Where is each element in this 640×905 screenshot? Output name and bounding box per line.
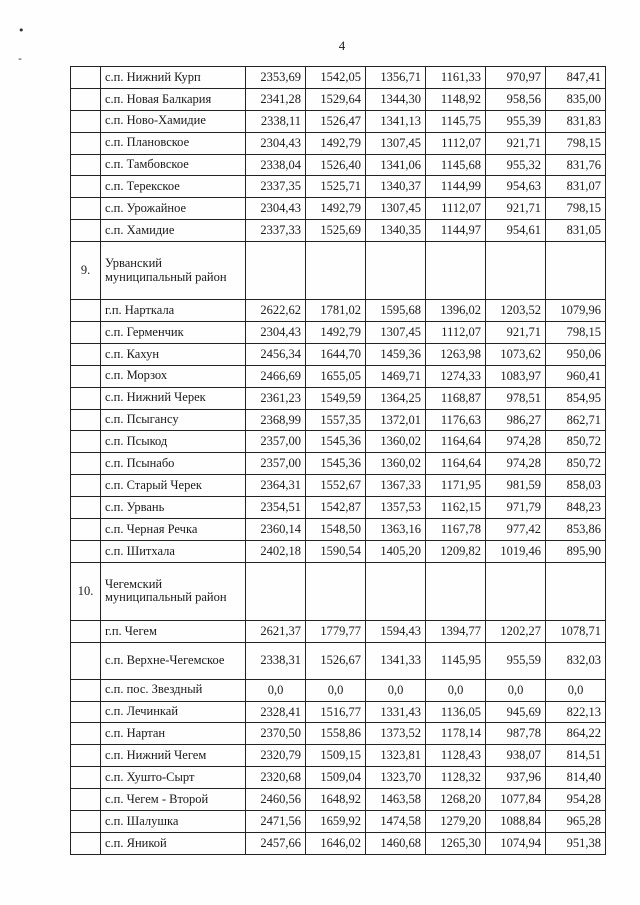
value-cell: 1474,58: [366, 811, 426, 833]
table-row: [71, 387, 606, 409]
value-cell: 847,41: [546, 67, 606, 89]
value-cell: 798,15: [546, 322, 606, 344]
value-cell: 0,0: [486, 679, 546, 701]
value-cell: 1542,87: [306, 497, 366, 519]
value-cell: 1648,92: [306, 789, 366, 811]
settlement-name: с.п. Кахун: [101, 343, 246, 365]
value-cell: 1144,99: [426, 176, 486, 198]
value-cell: 853,86: [546, 519, 606, 541]
value-cell: 955,59: [486, 642, 546, 679]
value-cell: 1171,95: [426, 475, 486, 497]
value-cell: 1549,59: [306, 387, 366, 409]
district-name: Чегемский муниципальный район: [101, 562, 246, 620]
row-number: [71, 132, 101, 154]
row-number: [71, 343, 101, 365]
district-row: [71, 562, 606, 620]
settlement-name: с.п. Герменчик: [101, 322, 246, 344]
value-cell: 2353,69: [246, 67, 306, 89]
value-cell: [366, 562, 426, 620]
value-cell: 951,38: [546, 832, 606, 854]
value-cell: 2622,62: [246, 300, 306, 322]
settlement-name: с.п. Хушто-Сырт: [101, 767, 246, 789]
value-cell: 1074,94: [486, 832, 546, 854]
row-number: [71, 679, 101, 701]
value-cell: [546, 562, 606, 620]
settlement-name: с.п. Черная Речка: [101, 519, 246, 541]
settlement-name: г.п. Нарткала: [101, 300, 246, 322]
value-cell: 1164,64: [426, 453, 486, 475]
row-number: [71, 110, 101, 132]
value-cell: 958,56: [486, 88, 546, 110]
value-cell: 955,32: [486, 154, 546, 176]
value-cell: 1083,97: [486, 365, 546, 387]
table-row: [71, 701, 606, 723]
value-cell: 1331,43: [366, 701, 426, 723]
value-cell: 854,95: [546, 387, 606, 409]
settlement-name: с.п. Шитхала: [101, 540, 246, 562]
value-cell: 1077,84: [486, 789, 546, 811]
row-number: [71, 431, 101, 453]
row-number: [71, 387, 101, 409]
value-cell: 2338,04: [246, 154, 306, 176]
table-row: [71, 431, 606, 453]
value-cell: 955,39: [486, 110, 546, 132]
value-cell: 1148,92: [426, 88, 486, 110]
row-number: [71, 365, 101, 387]
value-cell: 1364,25: [366, 387, 426, 409]
table-row: [71, 198, 606, 220]
settlement-name: с.п. Псыгансу: [101, 409, 246, 431]
table-row: [71, 723, 606, 745]
value-cell: 0,0: [366, 679, 426, 701]
settlement-name: с.п. Новая Балкария: [101, 88, 246, 110]
settlement-name: с.п. Верхне-Чегемское: [101, 642, 246, 679]
row-number: [71, 519, 101, 541]
value-cell: 1405,20: [366, 540, 426, 562]
row-number: [71, 789, 101, 811]
table-row: [71, 540, 606, 562]
value-cell: 814,40: [546, 767, 606, 789]
value-cell: 1088,84: [486, 811, 546, 833]
value-cell: 1112,07: [426, 322, 486, 344]
value-cell: 1545,36: [306, 453, 366, 475]
value-cell: 974,28: [486, 453, 546, 475]
value-cell: 1557,35: [306, 409, 366, 431]
value-cell: 1340,35: [366, 220, 426, 242]
value-cell: 1367,33: [366, 475, 426, 497]
value-cell: [246, 242, 306, 300]
value-cell: 1552,67: [306, 475, 366, 497]
settlement-name: с.п. Чегем - Второй: [101, 789, 246, 811]
value-cell: 1112,07: [426, 198, 486, 220]
value-cell: 1525,69: [306, 220, 366, 242]
value-cell: 1178,14: [426, 723, 486, 745]
settlement-name: с.п. Псынабо: [101, 453, 246, 475]
value-cell: [426, 562, 486, 620]
value-cell: 1463,58: [366, 789, 426, 811]
value-cell: 2320,68: [246, 767, 306, 789]
value-cell: 954,28: [546, 789, 606, 811]
table-row: [71, 453, 606, 475]
value-cell: 2364,31: [246, 475, 306, 497]
table-row: [71, 789, 606, 811]
settlement-name: с.п. Шалушка: [101, 811, 246, 833]
value-cell: 1558,86: [306, 723, 366, 745]
value-cell: 2357,00: [246, 453, 306, 475]
value-cell: 831,83: [546, 110, 606, 132]
value-cell: 1516,77: [306, 701, 366, 723]
value-cell: 850,72: [546, 453, 606, 475]
value-cell: 2370,50: [246, 723, 306, 745]
value-cell: 921,71: [486, 132, 546, 154]
value-cell: 954,63: [486, 176, 546, 198]
value-cell: 945,69: [486, 701, 546, 723]
value-cell: 1323,81: [366, 745, 426, 767]
value-cell: 1168,87: [426, 387, 486, 409]
row-number: [71, 198, 101, 220]
value-cell: [306, 562, 366, 620]
value-cell: 2304,43: [246, 132, 306, 154]
value-cell: 1492,79: [306, 322, 366, 344]
value-cell: 1203,52: [486, 300, 546, 322]
value-cell: 1357,53: [366, 497, 426, 519]
value-cell: 1144,97: [426, 220, 486, 242]
settlement-name: с.п. Нижний Чегем: [101, 745, 246, 767]
value-cell: 2341,28: [246, 88, 306, 110]
value-cell: 1659,92: [306, 811, 366, 833]
value-cell: 1644,70: [306, 343, 366, 365]
value-cell: 1268,20: [426, 789, 486, 811]
value-cell: 1344,30: [366, 88, 426, 110]
value-cell: 1202,27: [486, 620, 546, 642]
value-cell: 1779,77: [306, 620, 366, 642]
table-row: [71, 365, 606, 387]
value-cell: 1781,02: [306, 300, 366, 322]
value-cell: 2338,31: [246, 642, 306, 679]
value-cell: 1341,06: [366, 154, 426, 176]
value-cell: 1360,02: [366, 453, 426, 475]
value-cell: 1176,63: [426, 409, 486, 431]
table-row: [71, 832, 606, 854]
value-cell: 1509,04: [306, 767, 366, 789]
value-cell: 1655,05: [306, 365, 366, 387]
value-cell: [366, 242, 426, 300]
value-cell: 1469,71: [366, 365, 426, 387]
value-cell: 1279,20: [426, 811, 486, 833]
value-cell: 864,22: [546, 723, 606, 745]
value-cell: 835,00: [546, 88, 606, 110]
value-cell: 1136,05: [426, 701, 486, 723]
table-row: [71, 300, 606, 322]
value-cell: 1323,70: [366, 767, 426, 789]
value-cell: 921,71: [486, 198, 546, 220]
value-cell: 2320,79: [246, 745, 306, 767]
tariff-table: [70, 66, 606, 855]
value-cell: 1307,45: [366, 132, 426, 154]
table-row: [71, 88, 606, 110]
value-cell: [546, 242, 606, 300]
table-row: [71, 409, 606, 431]
settlement-name: с.п. Тамбовское: [101, 154, 246, 176]
scan-mark: ‐: [18, 52, 22, 65]
value-cell: 1128,43: [426, 745, 486, 767]
value-cell: 1274,33: [426, 365, 486, 387]
value-cell: 1529,64: [306, 88, 366, 110]
settlement-name: с.п. Старый Черек: [101, 475, 246, 497]
value-cell: 2402,18: [246, 540, 306, 562]
value-cell: 1128,32: [426, 767, 486, 789]
value-cell: 831,76: [546, 154, 606, 176]
value-cell: 978,51: [486, 387, 546, 409]
value-cell: 1526,67: [306, 642, 366, 679]
value-cell: 2304,43: [246, 322, 306, 344]
table-row: [71, 176, 606, 198]
value-cell: 1112,07: [426, 132, 486, 154]
value-cell: 1073,62: [486, 343, 546, 365]
value-cell: 1545,36: [306, 431, 366, 453]
row-number: [71, 811, 101, 833]
value-cell: 937,96: [486, 767, 546, 789]
table-row: [71, 679, 606, 701]
value-cell: 1396,02: [426, 300, 486, 322]
value-cell: 2621,37: [246, 620, 306, 642]
value-cell: 981,59: [486, 475, 546, 497]
row-number: [71, 540, 101, 562]
value-cell: 850,72: [546, 431, 606, 453]
row-number: [71, 475, 101, 497]
value-cell: 1265,30: [426, 832, 486, 854]
value-cell: 848,23: [546, 497, 606, 519]
value-cell: 965,28: [546, 811, 606, 833]
value-cell: 2337,35: [246, 176, 306, 198]
table-row: [71, 343, 606, 365]
value-cell: 986,27: [486, 409, 546, 431]
value-cell: 2304,43: [246, 198, 306, 220]
value-cell: 1263,98: [426, 343, 486, 365]
row-number: [71, 176, 101, 198]
value-cell: [246, 562, 306, 620]
row-number: [71, 767, 101, 789]
table-row: [71, 132, 606, 154]
settlement-name: с.п. Нижний Курп: [101, 67, 246, 89]
value-cell: 2466,69: [246, 365, 306, 387]
value-cell: 1509,15: [306, 745, 366, 767]
value-cell: 2357,00: [246, 431, 306, 453]
table-row: [71, 475, 606, 497]
table-row: [71, 220, 606, 242]
district-name: Урванский муниципальный район: [101, 242, 246, 300]
value-cell: 814,51: [546, 745, 606, 767]
value-cell: 1492,79: [306, 132, 366, 154]
settlement-name: с.п. Нартан: [101, 723, 246, 745]
value-cell: 1525,71: [306, 176, 366, 198]
value-cell: 2460,56: [246, 789, 306, 811]
settlement-name: г.п. Чегем: [101, 620, 246, 642]
value-cell: 1145,95: [426, 642, 486, 679]
value-cell: 1526,40: [306, 154, 366, 176]
value-cell: 2360,14: [246, 519, 306, 541]
row-number: [71, 88, 101, 110]
row-number: [71, 497, 101, 519]
value-cell: 832,03: [546, 642, 606, 679]
value-cell: 1307,45: [366, 322, 426, 344]
value-cell: 2361,23: [246, 387, 306, 409]
value-cell: 1341,13: [366, 110, 426, 132]
value-cell: 950,06: [546, 343, 606, 365]
value-cell: 2457,66: [246, 832, 306, 854]
settlement-name: с.п. Псыкод: [101, 431, 246, 453]
value-cell: 974,28: [486, 431, 546, 453]
row-number: 10.: [71, 562, 101, 620]
value-cell: 798,15: [546, 132, 606, 154]
value-cell: [426, 242, 486, 300]
value-cell: 1209,82: [426, 540, 486, 562]
settlement-name: с.п. Терекское: [101, 176, 246, 198]
value-cell: [306, 242, 366, 300]
value-cell: 2338,11: [246, 110, 306, 132]
scan-mark: •: [18, 24, 25, 37]
value-cell: 1594,43: [366, 620, 426, 642]
value-cell: 960,41: [546, 365, 606, 387]
settlement-name: с.п. Плановское: [101, 132, 246, 154]
settlement-name: с.п. Хамидие: [101, 220, 246, 242]
page-number: 4: [338, 38, 346, 53]
value-cell: 0,0: [306, 679, 366, 701]
value-cell: 1360,02: [366, 431, 426, 453]
table-row: [71, 642, 606, 679]
value-cell: 1459,36: [366, 343, 426, 365]
value-cell: 1307,45: [366, 198, 426, 220]
value-cell: 0,0: [546, 679, 606, 701]
row-number: [71, 67, 101, 89]
value-cell: 1363,16: [366, 519, 426, 541]
value-cell: 1460,68: [366, 832, 426, 854]
value-cell: 2354,51: [246, 497, 306, 519]
row-number: [71, 409, 101, 431]
row-number: [71, 453, 101, 475]
value-cell: 1356,71: [366, 67, 426, 89]
row-number: [71, 745, 101, 767]
value-cell: 971,79: [486, 497, 546, 519]
value-cell: 1595,68: [366, 300, 426, 322]
value-cell: 2368,99: [246, 409, 306, 431]
value-cell: 2471,56: [246, 811, 306, 833]
value-cell: 862,71: [546, 409, 606, 431]
value-cell: 1078,71: [546, 620, 606, 642]
table-row: [71, 519, 606, 541]
row-number: [71, 300, 101, 322]
value-cell: 977,42: [486, 519, 546, 541]
table-row: [71, 767, 606, 789]
settlement-name: с.п. Лечинкай: [101, 701, 246, 723]
value-cell: 1145,75: [426, 110, 486, 132]
value-cell: 2328,41: [246, 701, 306, 723]
value-cell: 1492,79: [306, 198, 366, 220]
value-cell: 1145,68: [426, 154, 486, 176]
value-cell: 1542,05: [306, 67, 366, 89]
settlement-name: с.п. Морзох: [101, 365, 246, 387]
value-cell: 1590,54: [306, 540, 366, 562]
value-cell: 1526,47: [306, 110, 366, 132]
settlement-name: с.п. пос. Звездный: [101, 679, 246, 701]
value-cell: 822,13: [546, 701, 606, 723]
table-row: [71, 322, 606, 344]
row-number: [71, 723, 101, 745]
row-number: [71, 220, 101, 242]
table-row: [71, 154, 606, 176]
value-cell: [486, 242, 546, 300]
row-number: 9.: [71, 242, 101, 300]
value-cell: 858,03: [546, 475, 606, 497]
value-cell: 1167,78: [426, 519, 486, 541]
value-cell: 1394,77: [426, 620, 486, 642]
value-cell: 1340,37: [366, 176, 426, 198]
value-cell: 1161,33: [426, 67, 486, 89]
row-number: [71, 322, 101, 344]
value-cell: 1341,33: [366, 642, 426, 679]
value-cell: 831,07: [546, 176, 606, 198]
value-cell: 1373,52: [366, 723, 426, 745]
value-cell: 798,15: [546, 198, 606, 220]
value-cell: 895,90: [546, 540, 606, 562]
settlement-name: с.п. Ново-Хамидие: [101, 110, 246, 132]
value-cell: 1646,02: [306, 832, 366, 854]
settlement-name: с.п. Урвань: [101, 497, 246, 519]
settlement-name: с.п. Яникой: [101, 832, 246, 854]
value-cell: 1372,01: [366, 409, 426, 431]
value-cell: 0,0: [426, 679, 486, 701]
value-cell: 1548,50: [306, 519, 366, 541]
value-cell: 831,05: [546, 220, 606, 242]
district-row: [71, 242, 606, 300]
value-cell: 921,71: [486, 322, 546, 344]
table-row: [71, 67, 606, 89]
row-number: [71, 832, 101, 854]
value-cell: 1162,15: [426, 497, 486, 519]
value-cell: 1019,46: [486, 540, 546, 562]
table-row: [71, 497, 606, 519]
value-cell: 1164,64: [426, 431, 486, 453]
table-row: [71, 110, 606, 132]
value-cell: [486, 562, 546, 620]
settlement-name: с.п. Нижний Черек: [101, 387, 246, 409]
row-number: [71, 642, 101, 679]
value-cell: 2456,34: [246, 343, 306, 365]
row-number: [71, 620, 101, 642]
row-number: [71, 701, 101, 723]
value-cell: 954,61: [486, 220, 546, 242]
value-cell: 2337,33: [246, 220, 306, 242]
value-cell: 970,97: [486, 67, 546, 89]
settlement-name: с.п. Урожайное: [101, 198, 246, 220]
value-cell: 1079,96: [546, 300, 606, 322]
table-row: [71, 745, 606, 767]
value-cell: 0,0: [246, 679, 306, 701]
row-number: [71, 154, 101, 176]
value-cell: 987,78: [486, 723, 546, 745]
value-cell: 938,07: [486, 745, 546, 767]
table-row: [71, 811, 606, 833]
table-row: [71, 620, 606, 642]
